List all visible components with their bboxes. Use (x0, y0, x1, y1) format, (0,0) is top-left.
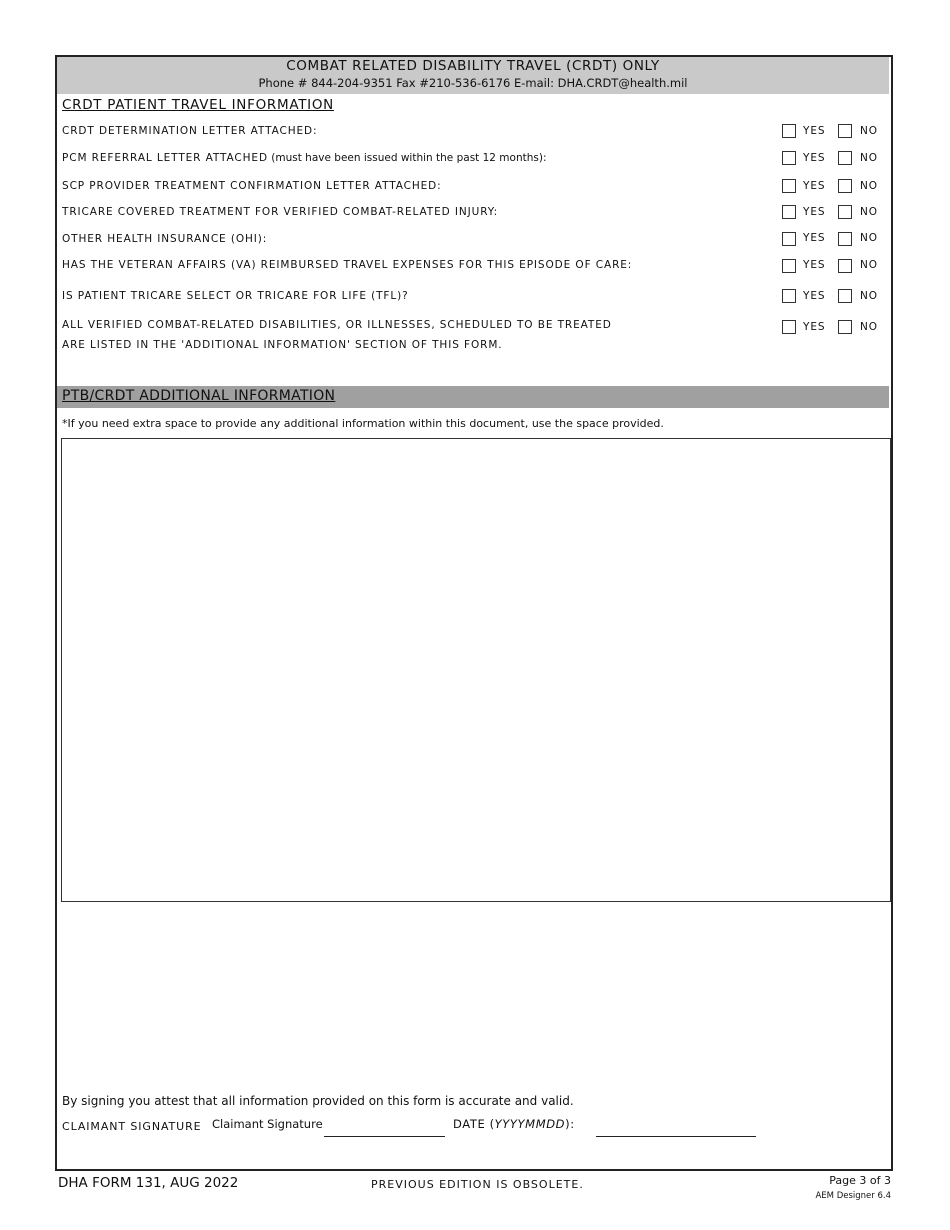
question-tricare-covered: TRICARE COVERED TREATMENT FOR VERIFIED COMBAT-RELATED INJURY: (62, 206, 499, 218)
yes-label: YES (803, 206, 826, 218)
question-verified-disabilities-line2: ARE LISTED IN THE 'ADDITIONAL INFORMATION' SECTION OF THIS FORM. (62, 339, 503, 351)
tricare-covered-yes-checkbox[interactable] (782, 205, 796, 219)
header-title: COMBAT RELATED DISABILITY TRAVEL (CRDT) ONLY (286, 58, 660, 74)
question-crdt-letter: CRDT DETERMINATION LETTER ATTACHED: (62, 125, 318, 137)
verified-disabilities-yes-checkbox[interactable] (782, 320, 796, 334)
additional-info-textarea[interactable] (61, 438, 891, 902)
ohi-yes-checkbox[interactable] (782, 232, 796, 246)
form-header (57, 57, 889, 94)
scp-confirmation-yes-checkbox[interactable] (782, 179, 796, 193)
yes-label: YES (803, 290, 826, 302)
signature-line (324, 1136, 445, 1137)
yes-label: YES (803, 152, 826, 164)
yes-label: YES (803, 232, 826, 244)
question-pcm-referral: PCM REFERRAL LETTER ATTACHED (must have been issued within the past 12 months): (62, 152, 547, 164)
no-label: NO (860, 321, 878, 333)
no-label: NO (860, 259, 878, 271)
pcm-referral-no-checkbox[interactable] (838, 151, 852, 165)
question-tricare-select: IS PATIENT TRICARE SELECT OR TRICARE FOR LIFE (TFL)? (62, 290, 409, 302)
crdt-letter-no-checkbox[interactable] (838, 124, 852, 138)
claimant-signature-label: CLAIMANT SIGNATURE (62, 1120, 202, 1133)
no-label: NO (860, 232, 878, 244)
crdt-letter-yes-checkbox[interactable] (782, 124, 796, 138)
no-label: NO (860, 152, 878, 164)
no-label: NO (860, 206, 878, 218)
question-verified-disabilities: ALL VERIFIED COMBAT-RELATED DISABILITIES, OR ILLNESSES, SCHEDULED TO BE TREATED (62, 319, 612, 331)
question-ohi: OTHER HEALTH INSURANCE (OHI): (62, 233, 268, 245)
previous-edition-note: PREVIOUS EDITION IS OBSOLETE. (371, 1178, 584, 1191)
no-label: NO (860, 180, 878, 192)
additional-info-title: PTB/CRDT ADDITIONAL INFORMATION (62, 388, 336, 404)
claimant-signature-field[interactable]: Claimant Signature (212, 1117, 323, 1131)
va-reimbursed-no-checkbox[interactable] (838, 259, 852, 273)
yes-label: YES (803, 180, 826, 192)
va-reimbursed-yes-checkbox[interactable] (782, 259, 796, 273)
page-number: Page 3 of 3 (829, 1174, 891, 1187)
tricare-covered-no-checkbox[interactable] (838, 205, 852, 219)
yes-label: YES (803, 125, 826, 137)
ohi-no-checkbox[interactable] (838, 232, 852, 246)
form-number: DHA FORM 131, AUG 2022 (58, 1175, 239, 1191)
verified-disabilities-no-checkbox[interactable] (838, 320, 852, 334)
no-label: NO (860, 290, 878, 302)
crdt-section-title: CRDT PATIENT TRAVEL INFORMATION (62, 97, 334, 113)
date-label: DATE (YYYYMMDD): (453, 1117, 575, 1131)
date-field[interactable] (596, 1136, 756, 1137)
yes-label: YES (803, 259, 826, 271)
pcm-referral-yes-checkbox[interactable] (782, 151, 796, 165)
yes-label: YES (803, 321, 826, 333)
no-label: NO (860, 125, 878, 137)
tricare-select-yes-checkbox[interactable] (782, 289, 796, 303)
additional-info-note: *If you need extra space to provide any additional information within this document, use the space provided. (62, 417, 664, 430)
question-scp-confirmation: SCP PROVIDER TREATMENT CONFIRMATION LETTER ATTACHED: (62, 180, 442, 192)
header-contact: Phone # 844-204-9351 Fax #210-536-6176 E-mail: DHA.CRDT@health.mil (258, 76, 688, 90)
scp-confirmation-no-checkbox[interactable] (838, 179, 852, 193)
question-va-reimbursed: HAS THE VETERAN AFFAIRS (VA) REIMBURSED TRAVEL EXPENSES FOR THIS EPISODE OF CARE: (62, 259, 633, 271)
designer-version: AEM Designer 6.4 (815, 1191, 891, 1201)
attestation-text: By signing you attest that all information provided on this form is accurate and valid. (62, 1094, 574, 1108)
tricare-select-no-checkbox[interactable] (838, 289, 852, 303)
